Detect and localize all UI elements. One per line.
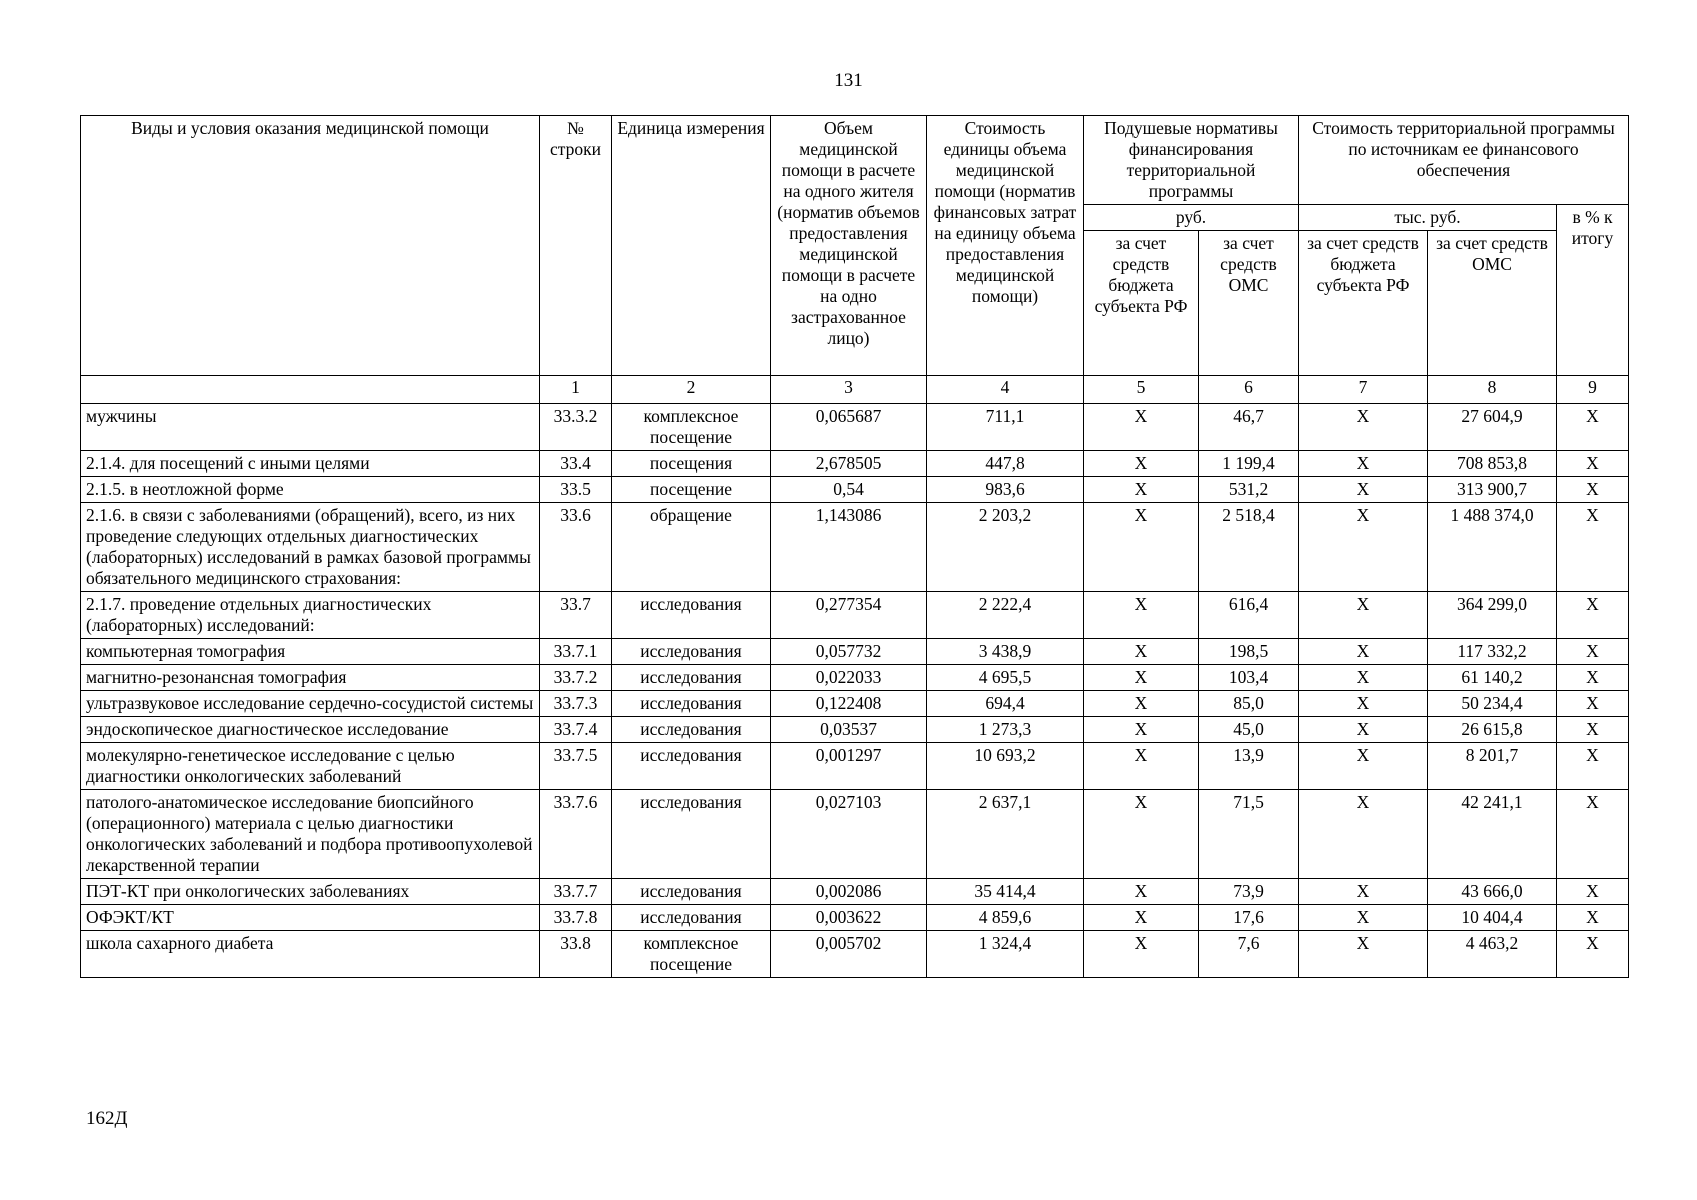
row-oms-rub: 103,4 — [1199, 665, 1299, 691]
header-unit-cost: Стоимость единицы объема медицинской помощи (норматив финансовых затрат на единицу объема предоставления медицинской помощи) — [927, 116, 1084, 376]
column-number-cell — [81, 376, 540, 404]
table-row — [81, 717, 1629, 743]
row-number: 33.8 — [540, 931, 612, 978]
row-volume: 0,122408 — [771, 691, 927, 717]
row-percent: Х — [1557, 879, 1629, 905]
row-budget-rub: Х — [1084, 931, 1199, 978]
row-unit-cost: 2 203,2 — [927, 503, 1084, 592]
row-budget-rub: Х — [1084, 665, 1199, 691]
table-row — [81, 790, 1629, 879]
row-unit-cost: 35 414,4 — [927, 879, 1084, 905]
row-percent: Х — [1557, 639, 1629, 665]
row-oms-thousand: 8 201,7 — [1428, 743, 1557, 790]
row-budget-thousand: Х — [1299, 404, 1428, 451]
row-number: 33.7.5 — [540, 743, 612, 790]
row-budget-thousand: Х — [1299, 905, 1428, 931]
row-volume: 0,027103 — [771, 790, 927, 879]
table-row — [81, 743, 1629, 790]
row-oms-thousand: 50 234,4 — [1428, 691, 1557, 717]
table-row — [81, 665, 1629, 691]
row-budget-thousand: Х — [1299, 503, 1428, 592]
row-name: молекулярно-генетическое исследование с целью диагностики онкологических заболеваний — [81, 743, 540, 790]
row-percent: Х — [1557, 592, 1629, 639]
row-name: 2.1.5. в неотложной форме — [81, 477, 540, 503]
row-volume: 0,057732 — [771, 639, 927, 665]
row-name: ОФЭКТ/КТ — [81, 905, 540, 931]
row-budget-thousand: Х — [1299, 879, 1428, 905]
row-oms-rub: 73,9 — [1199, 879, 1299, 905]
table-row — [81, 691, 1629, 717]
row-oms-rub: 13,9 — [1199, 743, 1299, 790]
row-budget-rub: Х — [1084, 404, 1199, 451]
row-unit: исследования — [612, 905, 771, 931]
row-oms-rub: 85,0 — [1199, 691, 1299, 717]
row-unit-cost: 1 273,3 — [927, 717, 1084, 743]
row-oms-rub: 1 199,4 — [1199, 451, 1299, 477]
row-name: компьютерная томография — [81, 639, 540, 665]
row-unit-cost: 983,6 — [927, 477, 1084, 503]
row-oms-thousand: 4 463,2 — [1428, 931, 1557, 978]
row-unit: исследования — [612, 790, 771, 879]
column-number-cell: 3 — [771, 376, 927, 404]
row-number: 33.5 — [540, 477, 612, 503]
column-number-cell: 4 — [927, 376, 1084, 404]
row-number: 33.3.2 — [540, 404, 612, 451]
row-oms-rub: 7,6 — [1199, 931, 1299, 978]
row-percent: Х — [1557, 931, 1629, 978]
row-budget-thousand: Х — [1299, 665, 1428, 691]
row-oms-thousand: 1 488 374,0 — [1428, 503, 1557, 592]
row-number: 33.7.2 — [540, 665, 612, 691]
row-number: 33.7.1 — [540, 639, 612, 665]
row-budget-rub: Х — [1084, 879, 1199, 905]
header-thousand-rub: тыс. руб. — [1299, 205, 1557, 231]
table-row — [81, 931, 1629, 978]
row-unit-cost: 4 859,6 — [927, 905, 1084, 931]
row-percent: Х — [1557, 503, 1629, 592]
row-name: 2.1.4. для посещений с иными целями — [81, 451, 540, 477]
row-budget-rub: Х — [1084, 477, 1199, 503]
table-container — [80, 115, 1629, 978]
row-number: 33.7.4 — [540, 717, 612, 743]
table-row — [81, 503, 1629, 592]
medical-care-table — [80, 115, 1629, 978]
header-volume: Объем медицинской помощи в расчете на одного жителя (норматив объемов предоставления медицинской помощи в расчете на одно застрахованное лицо) — [771, 116, 927, 376]
row-volume: 0,005702 — [771, 931, 927, 978]
page-number: 131 — [834, 70, 863, 91]
row-volume: 2,678505 — [771, 451, 927, 477]
row-unit: исследования — [612, 592, 771, 639]
row-oms-thousand: 117 332,2 — [1428, 639, 1557, 665]
column-number-cell: 9 — [1557, 376, 1629, 404]
row-percent: Х — [1557, 451, 1629, 477]
row-percent: Х — [1557, 790, 1629, 879]
row-percent: Х — [1557, 404, 1629, 451]
row-number: 33.7.3 — [540, 691, 612, 717]
row-unit: исследования — [612, 743, 771, 790]
row-budget-rub: Х — [1084, 691, 1199, 717]
row-percent: Х — [1557, 905, 1629, 931]
row-budget-rub: Х — [1084, 905, 1199, 931]
column-number-cell: 2 — [612, 376, 771, 404]
row-budget-rub: Х — [1084, 592, 1199, 639]
row-oms-thousand: 26 615,8 — [1428, 717, 1557, 743]
row-oms-thousand: 27 604,9 — [1428, 404, 1557, 451]
table-row — [81, 477, 1629, 503]
row-volume: 0,54 — [771, 477, 927, 503]
row-number: 33.7.8 — [540, 905, 612, 931]
row-volume: 0,03537 — [771, 717, 927, 743]
table-row — [81, 639, 1629, 665]
row-volume: 0,277354 — [771, 592, 927, 639]
row-unit-cost: 4 695,5 — [927, 665, 1084, 691]
row-name: ПЭТ-КТ при онкологических заболеваниях — [81, 879, 540, 905]
row-unit-cost: 10 693,2 — [927, 743, 1084, 790]
row-oms-rub: 71,5 — [1199, 790, 1299, 879]
row-volume: 0,002086 — [771, 879, 927, 905]
row-unit: посещения — [612, 451, 771, 477]
row-unit: комплексное посещение — [612, 931, 771, 978]
row-name: мужчины — [81, 404, 540, 451]
row-unit: исследования — [612, 691, 771, 717]
row-budget-thousand: Х — [1299, 790, 1428, 879]
header-per-capita-group: Подушевые нормативы финансирования территориальной программы — [1084, 116, 1299, 205]
column-number-cell: 8 — [1428, 376, 1557, 404]
row-number: 33.4 — [540, 451, 612, 477]
row-volume: 1,143086 — [771, 503, 927, 592]
row-budget-thousand: Х — [1299, 639, 1428, 665]
row-oms-rub: 46,7 — [1199, 404, 1299, 451]
row-budget-thousand: Х — [1299, 717, 1428, 743]
column-number-cell: 7 — [1299, 376, 1428, 404]
row-name: эндоскопическое диагностическое исследование — [81, 717, 540, 743]
row-volume: 0,022033 — [771, 665, 927, 691]
row-volume: 0,003622 — [771, 905, 927, 931]
row-unit-cost: 2 222,4 — [927, 592, 1084, 639]
column-number-cell: 1 — [540, 376, 612, 404]
row-name: 2.1.6. в связи с заболеваниями (обращений), всего, из них проведение следующих отдельных диагностических (лабораторных) исследований в рамках базовой программы обязательного медицинского страхования: — [81, 503, 540, 592]
row-unit-cost: 711,1 — [927, 404, 1084, 451]
row-budget-thousand: Х — [1299, 451, 1428, 477]
row-oms-thousand: 61 140,2 — [1428, 665, 1557, 691]
header-row-number: № строки — [540, 116, 612, 376]
row-number: 33.6 — [540, 503, 612, 592]
header-budget-rf-thousand: за счет средств бюджета субъекта РФ — [1299, 231, 1428, 376]
header-percent-total: в % к итогу — [1557, 205, 1629, 376]
row-budget-rub: Х — [1084, 503, 1199, 592]
row-budget-rub: Х — [1084, 743, 1199, 790]
table-row — [81, 592, 1629, 639]
row-unit: исследования — [612, 879, 771, 905]
row-budget-thousand: Х — [1299, 691, 1428, 717]
header-rub: руб. — [1084, 205, 1299, 231]
row-unit-cost: 694,4 — [927, 691, 1084, 717]
row-unit-cost: 1 324,4 — [927, 931, 1084, 978]
row-name: магнитно-резонансная томография — [81, 665, 540, 691]
row-budget-rub: Х — [1084, 639, 1199, 665]
row-unit: исследования — [612, 665, 771, 691]
row-number: 33.7.7 — [540, 879, 612, 905]
table-row — [81, 879, 1629, 905]
document-code: 162Д — [86, 1108, 128, 1129]
row-name: патолого-анатомическое исследование биопсийного (операционного) материала с целью диагностики онкологических заболеваний и подбора противоопухолевой лекарственной терапии — [81, 790, 540, 879]
row-oms-thousand: 10 404,4 — [1428, 905, 1557, 931]
row-oms-thousand: 42 241,1 — [1428, 790, 1557, 879]
row-oms-rub: 17,6 — [1199, 905, 1299, 931]
header-oms-thousand: за счет средств ОМС — [1428, 231, 1557, 376]
row-oms-thousand: 43 666,0 — [1428, 879, 1557, 905]
row-volume: 0,065687 — [771, 404, 927, 451]
row-budget-thousand: Х — [1299, 743, 1428, 790]
row-name: школа сахарного диабета — [81, 931, 540, 978]
row-oms-rub: 616,4 — [1199, 592, 1299, 639]
row-budget-thousand: Х — [1299, 477, 1428, 503]
row-unit: обращение — [612, 503, 771, 592]
row-unit: комплексное посещение — [612, 404, 771, 451]
row-number: 33.7.6 — [540, 790, 612, 879]
row-unit-cost: 3 438,9 — [927, 639, 1084, 665]
row-oms-rub: 2 518,4 — [1199, 503, 1299, 592]
header-unit: Единица измерения — [612, 116, 771, 376]
row-oms-thousand: 364 299,0 — [1428, 592, 1557, 639]
row-volume: 0,001297 — [771, 743, 927, 790]
header-total-cost-group: Стоимость территориальной программы по источникам ее финансового обеспечения — [1299, 116, 1629, 205]
row-oms-thousand: 708 853,8 — [1428, 451, 1557, 477]
row-percent: Х — [1557, 717, 1629, 743]
table-row — [81, 905, 1629, 931]
header-oms: за счет средств ОМС — [1199, 231, 1299, 376]
row-percent: Х — [1557, 743, 1629, 790]
row-oms-rub: 531,2 — [1199, 477, 1299, 503]
row-unit: исследования — [612, 639, 771, 665]
column-number-cell: 5 — [1084, 376, 1199, 404]
column-number-cell: 6 — [1199, 376, 1299, 404]
row-oms-rub: 198,5 — [1199, 639, 1299, 665]
row-name: ультразвуковое исследование сердечно-сосудистой системы — [81, 691, 540, 717]
row-oms-thousand: 313 900,7 — [1428, 477, 1557, 503]
header-budget-rf: за счет средств бюджета субъекта РФ — [1084, 231, 1199, 376]
row-unit-cost: 447,8 — [927, 451, 1084, 477]
table-row — [81, 404, 1629, 451]
row-budget-thousand: Х — [1299, 931, 1428, 978]
table-row — [81, 451, 1629, 477]
row-percent: Х — [1557, 665, 1629, 691]
row-budget-rub: Х — [1084, 451, 1199, 477]
row-number: 33.7 — [540, 592, 612, 639]
header-name: Виды и условия оказания медицинской помощи — [81, 116, 540, 376]
row-percent: Х — [1557, 477, 1629, 503]
row-unit-cost: 2 637,1 — [927, 790, 1084, 879]
row-budget-rub: Х — [1084, 790, 1199, 879]
row-oms-rub: 45,0 — [1199, 717, 1299, 743]
row-unit: исследования — [612, 717, 771, 743]
row-percent: Х — [1557, 691, 1629, 717]
row-budget-thousand: Х — [1299, 592, 1428, 639]
table-body — [81, 404, 1629, 978]
row-unit: посещение — [612, 477, 771, 503]
row-budget-rub: Х — [1084, 717, 1199, 743]
row-name: 2.1.7. проведение отдельных диагностических (лабораторных) исследований: — [81, 592, 540, 639]
